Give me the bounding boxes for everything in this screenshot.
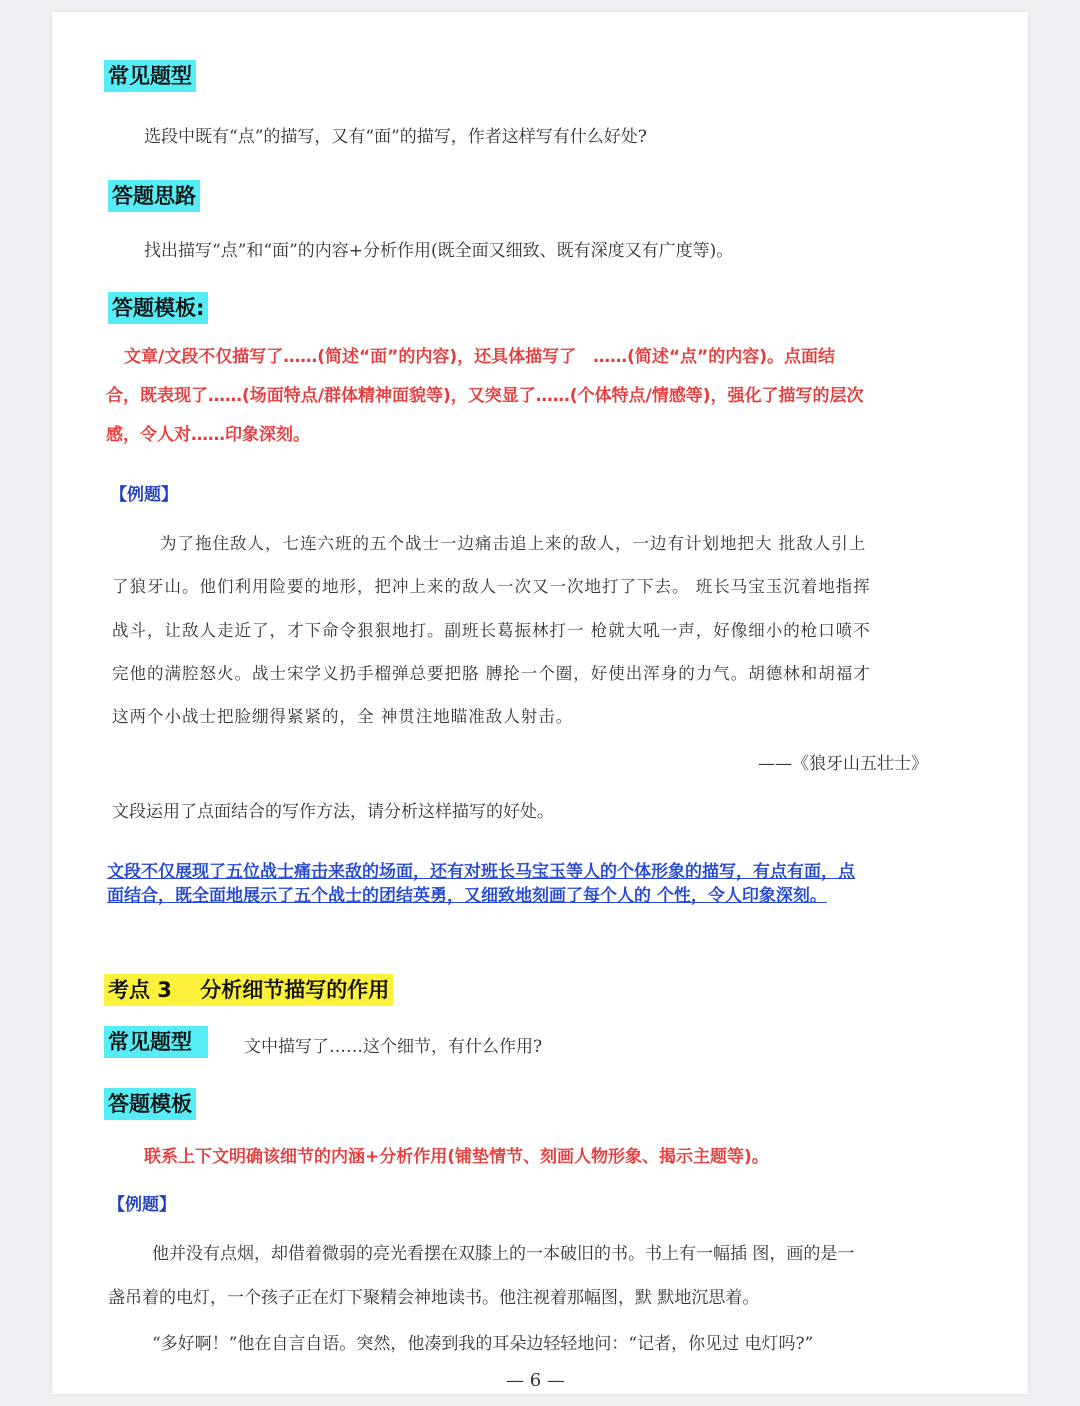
template-text: 联系上下文明确该细节的内涵+分析作用(铺垫情节、刻画人物形象、揭示主题等)。 bbox=[144, 1147, 769, 1167]
example-line: 盏吊着的电灯，一个孩子正在灯下聚精会神地读书。他注视着那幅图，默 默地沉思着。 bbox=[108, 1288, 760, 1308]
page-number: — 6 — bbox=[506, 1370, 565, 1391]
template-line: 合，既表现了……(场面特点/群体精神面貌等)，又突显了……(个体特点/情感等)，强化了描写的层次 bbox=[106, 386, 864, 406]
answer-line: 文段不仅展现了五位战士痛击来敌的场面，还有对班长马宝玉等人的个体形象的描写，有点有面，点 bbox=[107, 862, 855, 882]
example-line: “多好啊！”他在自言自语。突然，他凑到我的耳朵边轻轻地问：“记者，你见过 电灯吗?” bbox=[152, 1334, 814, 1354]
example-line: 这两个小战士把脸绷得紧紧的，全 神贯注地瞄准敌人射击。 bbox=[112, 707, 574, 726]
thinking-heading: 答题思路 bbox=[108, 180, 200, 212]
common-type-heading: 常见题型 bbox=[104, 1026, 208, 1058]
template-line: 文章/文段不仅描写了……(简述“面”的内容)，还具体描写了 ……(简述“点”的内容)。点面结 bbox=[124, 347, 835, 367]
example-line: 为了拖住敌人，七连六班的五个战士一边痛击追上来的敌人，一边有计划地把大 批敌人引上 bbox=[160, 534, 867, 553]
example-line: 他并没有点烟，却借着微弱的亮光看摆在双膝上的一本破旧的书。书上有一幅插 图，画的是一 bbox=[152, 1244, 855, 1264]
source-citation: ——《狼牙山五壮士》 bbox=[758, 754, 928, 774]
example-line: 战斗，让敌人走近了，才下命令狠狠地打。副班长葛振林打一 枪就大吼一声，好像细小的枪口喷不 bbox=[112, 621, 871, 640]
template-heading: 答题模板 bbox=[104, 1088, 196, 1120]
example-question: 文段运用了点面结合的写作方法，请分析这样描写的好处。 bbox=[112, 802, 554, 822]
document-page bbox=[52, 12, 1028, 1394]
question-text: 文中描写了……这个细节，有什么作用? bbox=[244, 1037, 543, 1057]
common-type-heading: 常见题型 bbox=[104, 60, 196, 92]
answer-line: 面结合，既全面地展示了五个战士的团结英勇，又细致地刻画了每个人的 个性，令人印象深刻。 bbox=[107, 886, 827, 906]
kaodian-heading: 考点 3 分析细节描写的作用 bbox=[104, 974, 393, 1006]
thinking-text: 找出描写“点”和“面”的内容+分析作用(既全面又细致、既有深度又有广度等)。 bbox=[144, 241, 734, 261]
template-line: 感，令人对……印象深刻。 bbox=[106, 425, 310, 445]
example-line: 了狼牙山。他们利用险要的地形，把冲上来的敌人一次又一次地打了下去。 班长马宝玉沉着地指挥 bbox=[112, 577, 871, 596]
template-heading: 答题模板: bbox=[108, 292, 208, 324]
example-label: 【例题】 bbox=[108, 1195, 176, 1215]
example-line: 完他的满腔怒火。战士宋学义扔手榴弹总要把胳 膊抡一个圈，好使出浑身的力气。胡德林和胡福才 bbox=[112, 664, 871, 683]
question-text: 选段中既有“点”的描写，又有“面”的描写，作者这样写有什么好处? bbox=[144, 127, 647, 147]
example-label: 【例题】 bbox=[110, 485, 178, 505]
